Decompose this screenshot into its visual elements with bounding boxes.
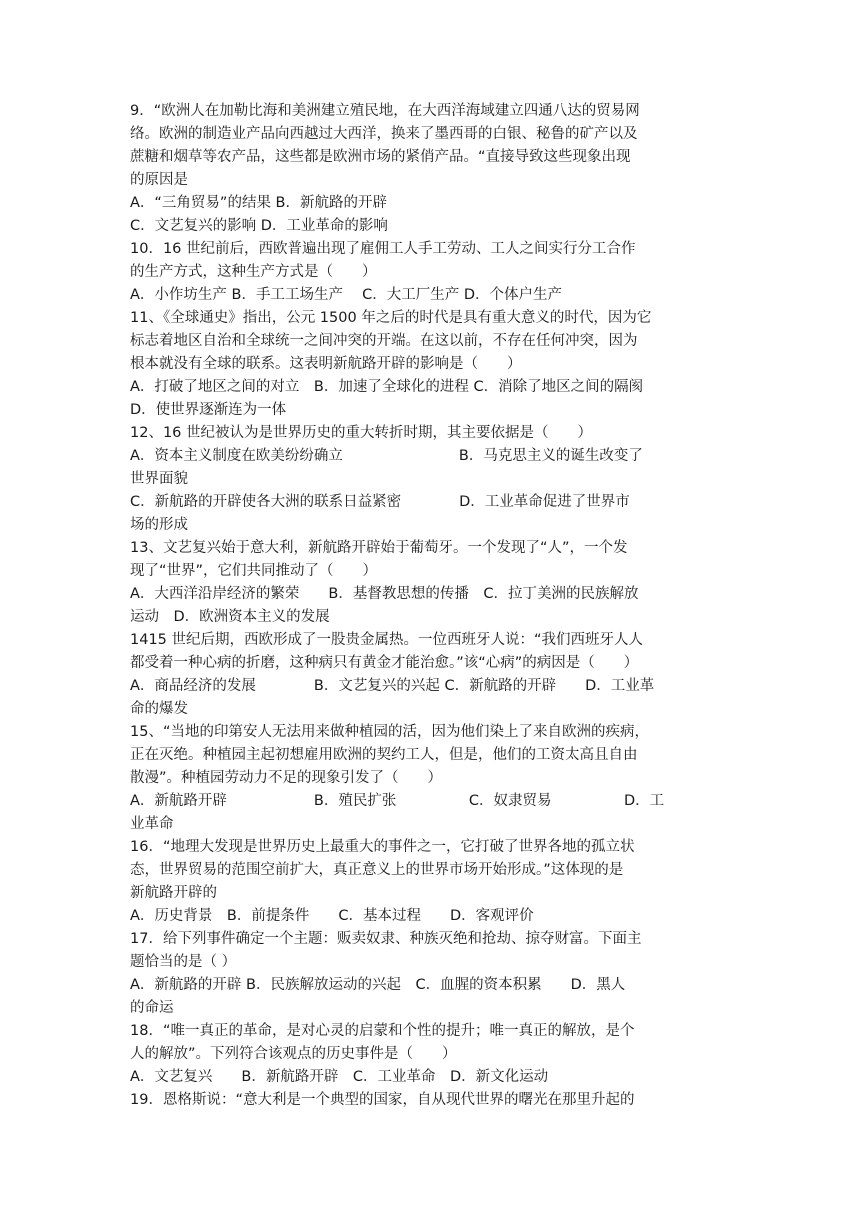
text-line: 18．“唯一真正的革命，是对心灵的启蒙和个性的提升；唯一真正的解放，是个 — [130, 1023, 635, 1039]
text-line: 9．“欧洲人在加勒比海和美洲建立殖民地，在大西洋海域建立四通八达的贸易网 — [130, 103, 640, 119]
document-body — [130, 100, 730, 1112]
text-line: 题恰当的是（ ） — [130, 954, 237, 970]
text-line: 态，世界贸易的范围空前扩大，真正意义上的世界市场开始形成。”这体现的是 — [130, 862, 624, 878]
text-line: A．商品经济的发展 B．文艺复兴的兴起 C．新航路的开辟 D．工业革 — [130, 678, 655, 694]
text-line: 人的解放”。下列符合该观点的历史事件是（ ） — [130, 1046, 457, 1062]
text-line: 场的形成 — [130, 517, 188, 533]
text-line: A．大西洋沿岸经济的繁荣 B．基督教思想的传播 C．拉丁美洲的民族解放 — [130, 586, 639, 602]
text-line: 都受着一种心病的折磨，这种病只有黄金才能治愈。”该“心病”的病因是（ ） — [130, 655, 639, 671]
text-line: 17．给下列事件确定一个主题：贩卖奴隶、种族灭绝和抢劫、掠夺财富。下面主 — [130, 931, 642, 947]
text-line: A．新航路开辟 B．殖民扩张 C．奴隶贸易 D．工 — [130, 793, 665, 809]
text-line: 的生产方式，这种生产方式是（ ） — [130, 264, 377, 280]
text-line: 13、文艺复兴始于意大利，新航路开辟始于葡萄牙。一个发现了“人”，一个发 — [130, 540, 628, 556]
text-line: D．使世界逐渐连为一体 — [130, 402, 287, 418]
text-line: 根本就没有全球的联系。这表明新航路开辟的影响是（ ） — [130, 356, 522, 372]
text-line: 1415 世纪后期，西欧形成了一股贵金属热。一位西班牙人说：“我们西班牙人人 — [130, 632, 644, 648]
text-line: A．文艺复兴 B．新航路开辟 C．工业革命 D．新文化运动 — [130, 1069, 549, 1085]
text-line: 12、16 世纪被认为是世界历史的重大转折时期，其主要依据是（ ） — [130, 425, 593, 441]
text-line: C．文艺复兴的影响 D．工业革命的影响 — [130, 218, 388, 234]
text-line: 散漫”。种植园劳动力不足的现象引发了（ ） — [130, 770, 443, 786]
text-line: 命的爆发 — [130, 701, 188, 717]
text-line: A．“三角贸易”的结果 B．新航路的开辟 — [130, 195, 387, 211]
text-line: 新航路开辟的 — [130, 885, 217, 901]
text-line: 11、《全球通史》指出，公元 1500 年之后的时代是具有重大意义的时代，因为它 — [130, 310, 652, 326]
text-line: 世界面貌 — [130, 471, 188, 487]
text-line: 16．“地理大发现是世界历史上最重大的事件之一，它打破了世界各地的孤立状 — [130, 839, 635, 855]
text-line: A．小作坊生产 B．手工工场生产 C．大工厂生产 D．个体户生产 — [130, 287, 562, 303]
text-line: 正在灭绝。种植园主起初想雇用欧洲的契约工人，但是，他们的工资太高且自由 — [130, 747, 638, 763]
text-line: 运动 D．欧洲资本主义的发展 — [130, 609, 330, 625]
text-line: 10．16 世纪前后，西欧普遍出现了雇佣工人手工劳动、工人之间实行分工合作 — [130, 241, 636, 257]
text-line: 业革命 — [130, 816, 174, 832]
text-line: 19．恩格斯说：“意大利是一个典型的国家，自从现代世界的曙光在那里升起的 — [130, 1092, 635, 1108]
text-line: 现了“世界”，它们共同推动了（ ） — [130, 563, 378, 579]
text-line: A．新航路的开辟 B．民族解放运动的兴起 C．血腥的资本积累 D．黑人 — [130, 977, 626, 993]
text-line: 络。欧洲的制造业产品向西越过大西洋，换来了墨西哥的白银、秘鲁的矿产以及 — [130, 126, 638, 142]
text-line: A．资本主义制度在欧美纷纷确立 B．马克思主义的诞生改变了 — [130, 448, 643, 464]
text-line: A．历史背景 B．前提条件 C．基本过程 D．客观评价 — [130, 908, 534, 924]
text-line: C．新航路的开辟使各大洲的联系日益紧密 D．工业革命促进了世界市 — [130, 494, 630, 510]
text-line: 的原因是 — [130, 172, 188, 188]
text-line: 蔗糖和烟草等农产品，这些都是欧洲市场的紧俏产品。“直接导致这些现象出现 — [130, 149, 631, 165]
text-line: 标志着地区自治和全球统一之间冲突的开端。在这以前，不存在任何冲突，因为 — [130, 333, 638, 349]
text-line: A．打破了地区之间的对立 B．加速了全球化的进程 C．消除了地区之间的隔阂 — [130, 379, 644, 395]
text-line: 的命运 — [130, 1000, 174, 1016]
text-line: 15、“当地的印第安人无法用来做种植园的活，因为他们染上了来自欧洲的疾病， — [130, 724, 649, 740]
